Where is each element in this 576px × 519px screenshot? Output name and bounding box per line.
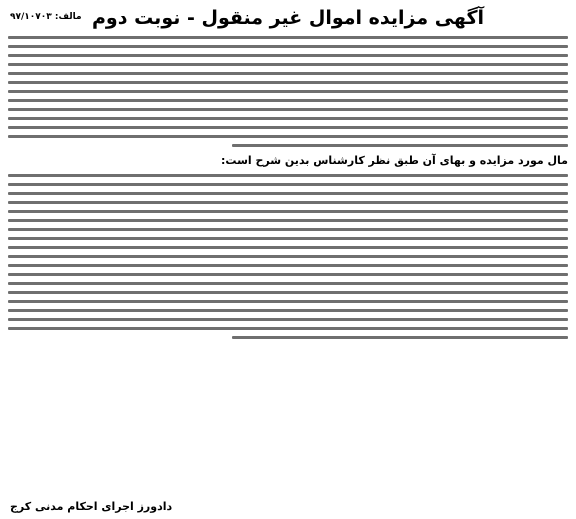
body-text-line [8, 81, 568, 84]
body-text-line [8, 126, 568, 129]
signature: دادورز اجرای احکام مدنی کرج [10, 500, 173, 513]
file-number: مالف: ۹۷/۱۰۷۰۳ [10, 12, 82, 22]
body-text-line [8, 300, 568, 303]
body-text-line [8, 246, 568, 249]
body-text-line [8, 228, 568, 231]
body-text-line [8, 273, 568, 276]
body-text-line [8, 192, 568, 195]
body-text-line [8, 219, 568, 222]
body-text-line [8, 327, 568, 330]
body-text-line [8, 90, 568, 93]
notice-intro-paragraph [8, 36, 568, 147]
body-text-line [8, 318, 568, 321]
body-text-line [8, 255, 568, 258]
body-text-line [8, 135, 568, 138]
body-text-line [8, 72, 568, 75]
body-text-line [8, 264, 568, 267]
body-text-line [8, 183, 568, 186]
body-text-line [8, 201, 568, 204]
notice-title: آگهی مزایده اموال غیر منقول - نوبت دوم [91, 7, 485, 29]
body-text-line [8, 108, 568, 111]
body-text-line [8, 210, 568, 213]
body-text-line [8, 63, 568, 66]
property-description-heading: مال مورد مزایده و بهای آن طبق نظر کارشناس بدین شرح است: [221, 154, 568, 167]
body-text-line [8, 237, 568, 240]
body-text-line [232, 144, 568, 147]
body-text-line [8, 174, 568, 177]
property-description-paragraph [8, 174, 568, 339]
body-text-line [8, 291, 568, 294]
body-text-line [8, 99, 568, 102]
body-text-line [8, 54, 568, 57]
notice-header [8, 6, 568, 30]
body-text-line [8, 309, 568, 312]
body-text-line [8, 45, 568, 48]
body-text-line [8, 36, 568, 39]
body-text-line [232, 336, 568, 339]
body-text-line [8, 117, 568, 120]
body-text-line [8, 282, 568, 285]
